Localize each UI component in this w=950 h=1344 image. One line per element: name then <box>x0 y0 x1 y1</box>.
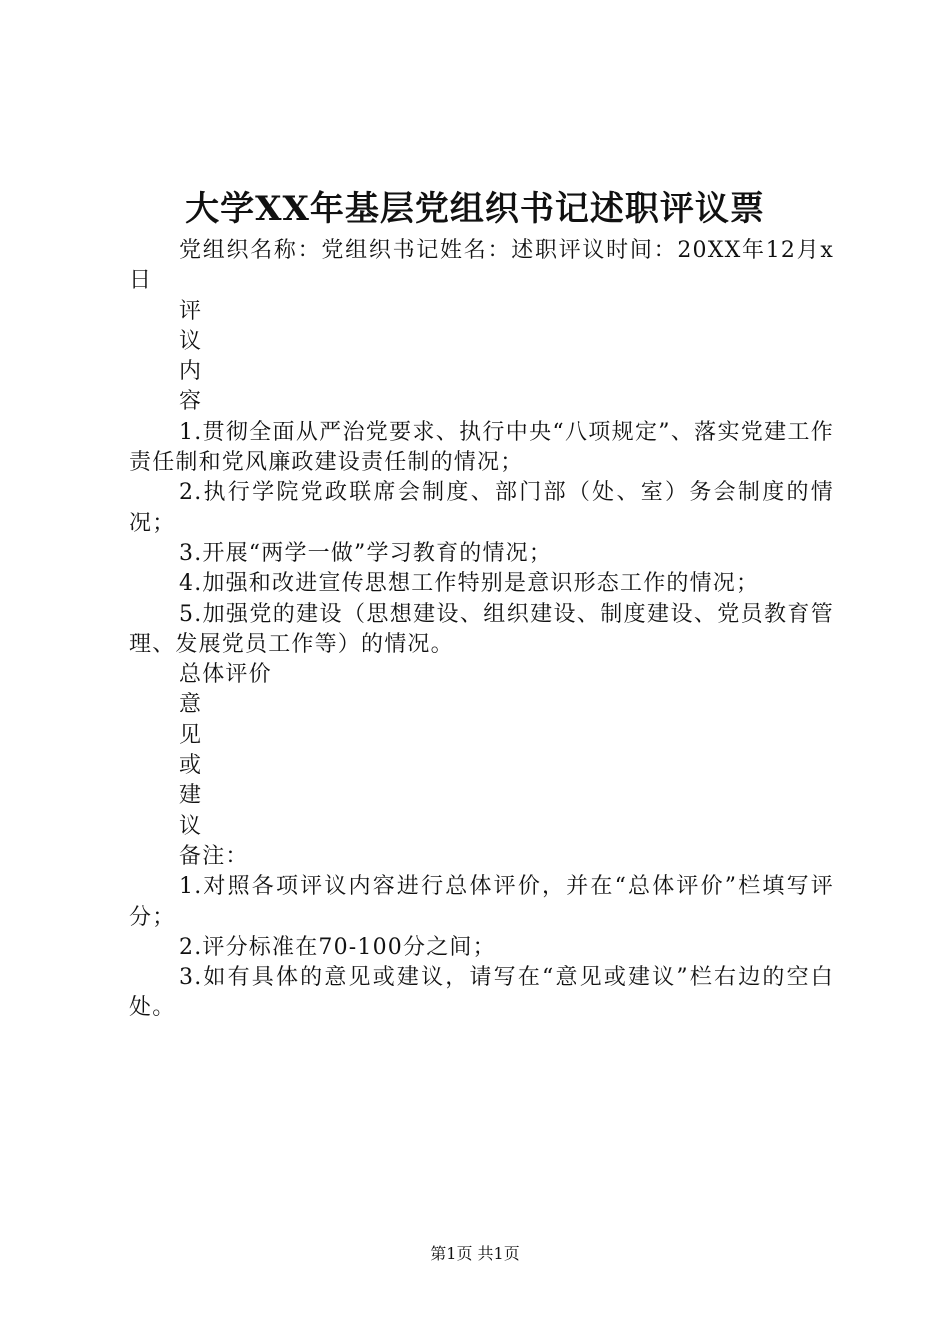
document-title: 大学XX年基层党组织书记述职评议票 <box>185 189 765 229</box>
review-item-4: 4.加强和改进宣传思想工作特别是意识形态工作的情况； <box>179 571 760 597</box>
section-char-ping: 评 <box>179 298 203 324</box>
page-footer <box>0 1243 950 1265</box>
opinion-char-5: 议 <box>179 813 203 839</box>
review-item-3: 3.开展“两学一做”学习教育的情况； <box>179 540 553 566</box>
page-number: 第1页 共1页 <box>430 1244 520 1263</box>
overall-evaluation-label: 总体评价 <box>179 662 272 688</box>
opinion-char-4: 建 <box>179 783 203 809</box>
section-char-nei: 内 <box>179 359 203 385</box>
note-item-3: 3.如有具体的意见或建议，请写在“意见或建议”栏右边的空白处。 <box>129 965 834 1021</box>
opinion-char-2: 见 <box>179 722 203 748</box>
opinion-char-3: 或 <box>179 753 203 779</box>
review-item-1: 1.贯彻全面从严治党要求、执行中央“八项规定”、落实党建工作责任制和党风廉政建设责任制的情况； <box>129 419 834 476</box>
note-item-1: 1.对照各项评议内容进行总体评价，并在“总体评价”栏填写评分； <box>129 874 834 930</box>
section-char-yi: 议 <box>179 328 203 354</box>
review-item-5: 5.加强党的建设（思想建设、组织建设、制度建设、党员教育管理、发展党员工作等）的情况。 <box>129 601 834 657</box>
notes-label: 备注： <box>179 843 249 869</box>
section-char-rong: 容 <box>179 389 203 415</box>
opinion-char-1: 意 <box>179 692 203 718</box>
note-item-2: 2.评分标准在70-100分之间； <box>179 934 496 960</box>
review-item-2: 2.执行学院党政联席会制度、部门部（处、室）务会制度的情况； <box>129 480 834 536</box>
document-body <box>129 236 834 1024</box>
header-line: 党组织名称：党组织书记姓名：述职评议时间：20XX年12月x日 <box>129 238 834 294</box>
